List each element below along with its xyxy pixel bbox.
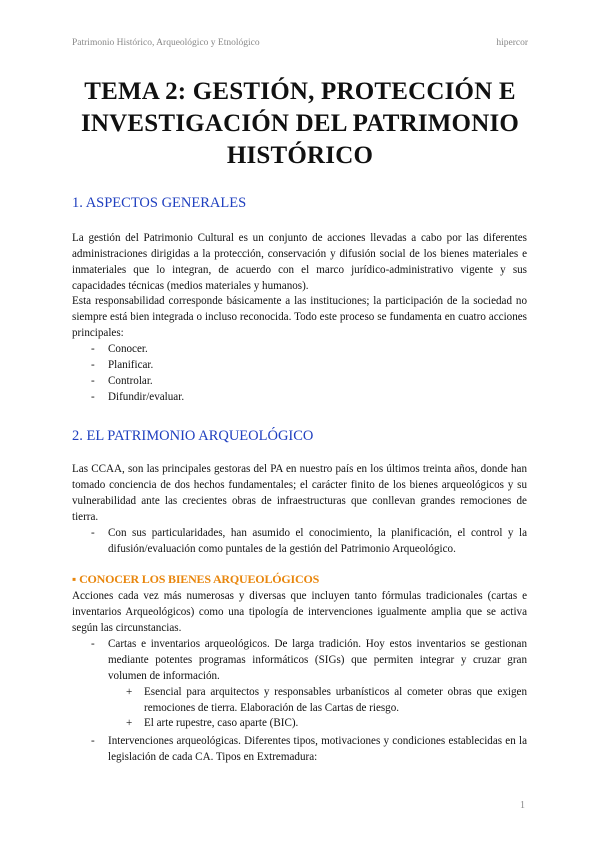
dash-marker: - [91,343,95,355]
list-item [91,374,527,390]
header-source: hipercor [496,38,528,48]
title-line-3: HISTÓRICO [226,142,374,169]
list-item [91,390,527,406]
dash-marker: - [91,375,95,387]
page-number: 1 [520,800,525,811]
section-1-paragraph-1: La gestión del Patrimonio Cultural es un conjunto de acciones llevadas a cabo por las diferentes administraciones dirigidas a la protección, conservación y difusión social de los bienes materiales e inmateriales que lo integran, de acuerdo con el marco jurídico-administrativo vigente y sus capacidades técnicas (medios materiales y humanos). [72,232,527,292]
section-2-heading: 2. EL PATRIMONIO ARQUEOLÓGICO [72,428,314,444]
list-item [91,637,527,685]
list-item-text: Conocer. [108,343,148,355]
list-item [91,358,527,374]
section-1-paragraph-2: Esta responsabilidad corresponde básicamente a las instituciones; la participación de la sociedad no siempre está bien integrada o incluso reconocida. Todo este proceso se fundamenta en cuatro acciones principales: [72,295,527,339]
plus-marker: + [126,717,133,729]
page-header [72,38,528,48]
dash-marker: - [91,391,95,403]
document-title [40,76,560,172]
list-item-text: Planificar. [108,359,154,371]
sub-list-item [126,685,527,717]
sub-list-item [126,716,527,732]
list-item [91,734,527,766]
title-line-2: INVESTIGACIÓN DEL PATRIMONIO [80,110,520,137]
dash-marker: - [91,359,95,371]
dash-marker: - [91,527,95,539]
dash-marker: - [91,735,95,747]
sub-list-item-text: El arte rupestre, caso aparte (BIC). [144,717,299,729]
title-line-1: TEMA 2: GESTIÓN, PROTECCIÓN E [84,78,516,105]
list-item [91,526,527,558]
sub-list-item-text: Esencial para arquitectos y responsables urbanísticos al cometer obras que exigen remociones de tierra. Elaboración de las Cartas de riesgo. [144,686,527,714]
list-item-text: Difundir/evaluar. [108,391,185,403]
list-item [91,342,527,358]
subsection-heading-text: CONOCER LOS BIENES ARQUEOLÓGICOS [79,572,320,586]
list-item-text: Con sus particularidades, han asumido el conocimiento, la planificación, el control y la difusión/evaluación como puntales de la gestión del Patrimonio Arqueológico. [108,527,527,555]
list-item-text: Intervenciones arqueológicas. Diferentes tipos, motivaciones y condiciones establecidas en la legislación de cada CA. Tipos en Extremadura: [108,735,527,763]
subsection-heading [72,572,319,587]
subsection-paragraph-1: Acciones cada vez más numerosas y diversas que incluyen tanto fórmulas tradicionales (cartas e inventarios Arqueológicos) como una tipología de intervenciones igualmente amplia que se activa según las circunstancias. [72,590,527,634]
section-2-paragraph-1: Las CCAA, son las principales gestoras del PA en nuestro país en los últimos treinta años, donde han tomado conciencia de dos hechos fundamentales; el carácter finito de los bienes arqueológicos y su vulnerabilidad ante las crecientes obras de infraestructuras que conllevan grandes remociones de tierra. [72,463,527,523]
section-1-heading: 1. ASPECTOS GENERALES [72,195,247,211]
list-item-text: Controlar. [108,375,153,387]
square-bullet-icon: ▪ [72,572,77,586]
plus-marker: + [126,686,133,698]
list-item-text: Cartas e inventarios arqueológicos. De larga tradición. Hoy estos inventarios se gestionan mediante potentes programas informáticos (SIGs) que permiten integrar y cruzar gran volumen de información. [108,638,527,682]
header-course-title: Patrimonio Histórico, Arqueológico y Etnológico [72,38,260,48]
dash-marker: - [91,638,95,650]
